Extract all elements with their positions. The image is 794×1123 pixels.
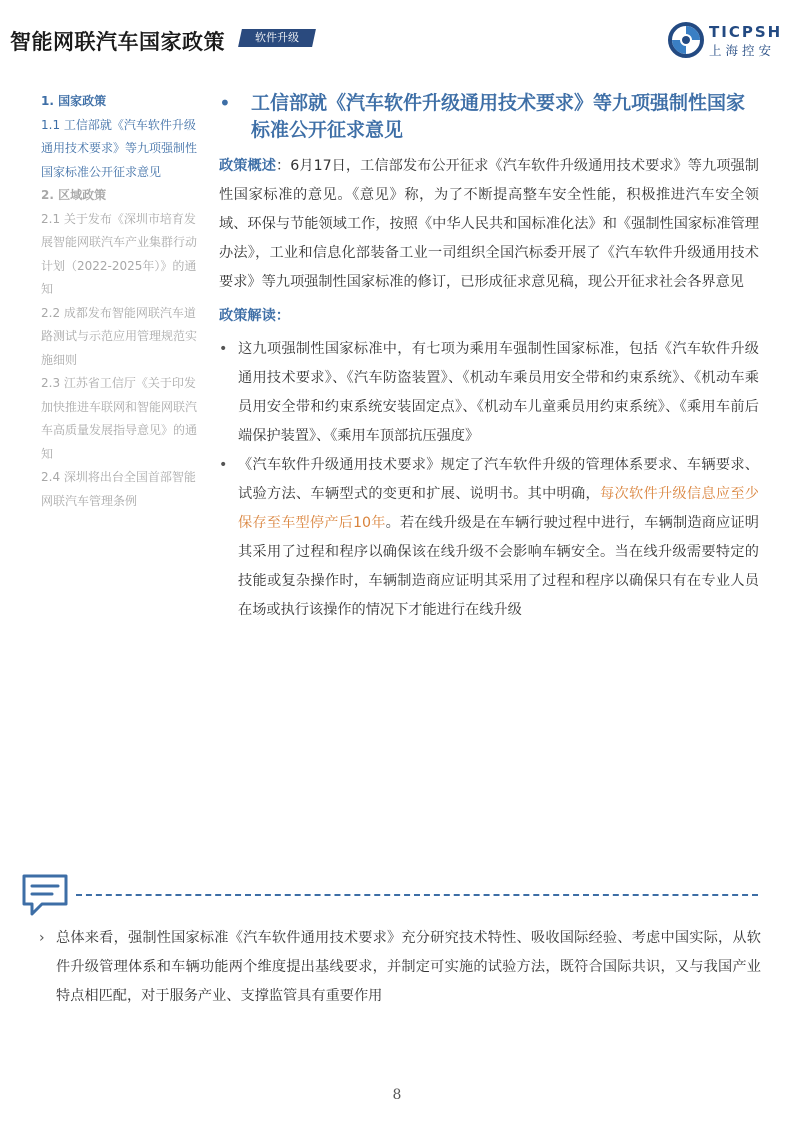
toc-item-2-3[interactable]: 2.3 江苏省工信厅《关于印发加快推进车联网和智能网联汽车高质量发展指导意见》的通知: [41, 376, 198, 461]
point-text: 《汽车软件升级通用技术要求》规定了汽车软件升级的管理体系要求、车辆要求、试验方法、车辆型式的变更和扩展、说明书。其中明确，: [238, 457, 759, 502]
chevron-right-icon: ›: [39, 930, 45, 946]
overview-label: 政策概述: [219, 158, 276, 174]
toc-item-2-2[interactable]: 2.2 成都发布智能网联汽车道路测试与示范应用管理规范实施细则: [41, 305, 198, 367]
list-bullet: •: [219, 341, 228, 357]
policy-overview: [219, 152, 759, 297]
list-bullet: •: [219, 457, 228, 473]
heading-bullet: •: [219, 91, 231, 115]
company-logo: [668, 20, 786, 60]
point-text: 这九项强制性国家标准中，有七项为乘用车强制性国家标准，包括《汽车软件升级通用技术要求》、《汽车防盗装置》、《机动车乘员用安全带和约束系统》、《机动车乘员用安全带和约束系统安装固定点》、《机动车儿童乘员用约束系统》、《乘用车前后端保护装置》、《乘用车顶部抗压强度》: [238, 341, 759, 444]
toc-item-regional-policy[interactable]: 2. 区域政策: [41, 188, 107, 202]
list-item: [219, 335, 759, 451]
table-of-contents: [41, 90, 199, 513]
highlighted-requirement: 每次软件升级信息应至少保存至车型停产后10年: [238, 486, 759, 531]
chat-bubble-icon: [20, 872, 70, 920]
overview-text: 6月17日，工信部发布公开征求《汽车软件升级通用技术要求》等九项强制性国家标准的意见。《意见》称，为了不断提高整车安全性能，积极推进汽车安全领域、环保与节能领域工作，按照《中华人民共和国标准化法》和《强制性国家标准管理办法》，工业和信息化部装备工业一司组织全国汽标委开展了《汽车软件升级通用技术要求》等九项强制性国家标准的修订，已形成征求意见稿，现公开征求社会各界意见: [219, 158, 759, 290]
interpretation-list: [219, 335, 759, 625]
list-item: [219, 451, 759, 625]
toc-item-2-4[interactable]: 2.4 深圳将出台全国首部智能网联汽车管理条例: [41, 470, 196, 508]
main-content: [219, 90, 759, 625]
toc-item-1-1[interactable]: 1.1 工信部就《汽车软件升级通用技术要求》等九项强制性国家标准公开征求意见: [41, 117, 198, 179]
toc-item-national-policy[interactable]: 1. 国家政策: [41, 94, 107, 108]
interpretation-label: 政策解读：: [219, 308, 290, 324]
summary-divider: [76, 894, 758, 896]
point-text-continued: 。若在线升级是在车辆行驶过程中进行，车辆制造商应证明其采用了过程和程序以确保该在线升级不会影响车辆安全。当在线升级需要特定的技能或复杂操作时，车辆制造商应证明其采用了过程和程序以确保只有在专业人员在场或执行该操作的情况下才能进行在线升级: [238, 515, 759, 618]
page-header-title: 智能网联汽车国家政策: [10, 30, 225, 54]
overview-separator: ：: [275, 158, 291, 174]
page-number: 8: [392, 1087, 402, 1103]
summary-text: 总体来看，强制性国家标准《汽车软件通用技术要求》充分研究技术特性、吸收国际经验、考虑中国实际，从软件升级管理体系和车辆功能两个维度提出基线要求，并制定可实施的试验方法，既符合国际共识，又与我国产业特点相匹配，对于服务产业、支撑监管具有重要作用: [56, 930, 761, 1004]
article-heading: [219, 90, 759, 144]
article-title: 工信部就《汽车软件升级通用技术要求》等九项强制性国家标准公开征求意见: [251, 92, 746, 141]
logo-wordmark: TICPSH: [709, 23, 783, 41]
category-tag-label: 软件升级: [255, 31, 299, 44]
category-tag: [238, 29, 316, 47]
summary-block: [39, 924, 761, 1011]
toc-item-2-1[interactable]: 2.1 关于发布《深圳市培育发展智能网联汽车产业集群行动计划（2022-2025年）》的通知: [41, 211, 198, 296]
logo-swirl-icon: [668, 22, 704, 58]
logo-subtitle: 上海控安: [709, 43, 776, 58]
